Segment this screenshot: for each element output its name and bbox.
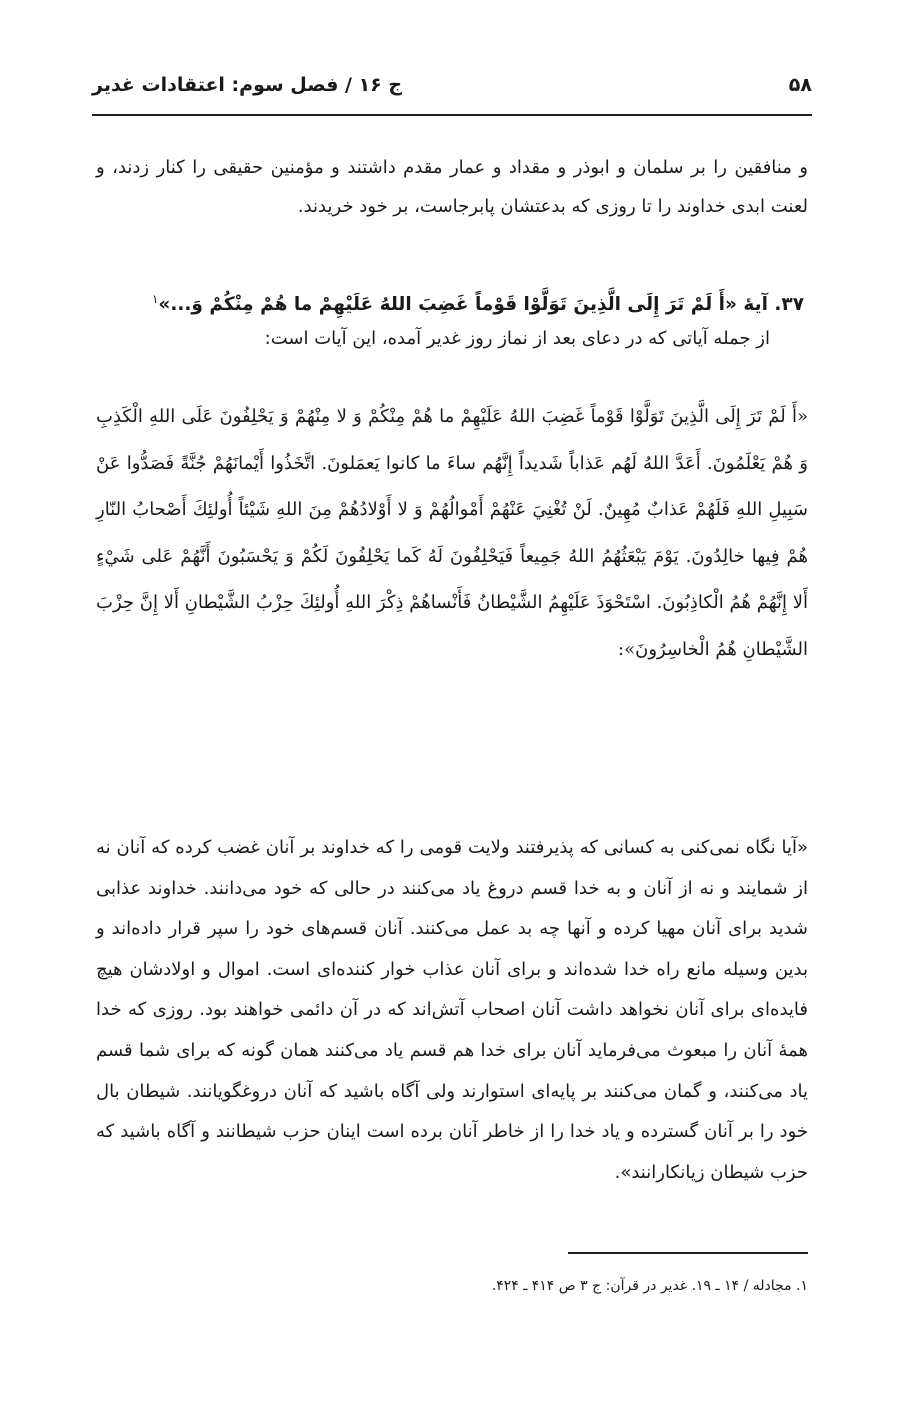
running-title: ج ۱۶ / فصل سوم: اعتقادات غدیر [92,74,403,96]
opening-paragraph: و منافقین را بر سلمان و ابوذر و مقداد و عمار مقدم داشتند و مؤمنین حقیقی را کنار زدند، و لعنت ابدی خداوند را تا روزی که بدعتشان پابرجاست، بر خود خریدند. [96,157,808,217]
translation-paragraph: «آیا نگاه نمی‌کنی به کسانی که پذیرفتند ولایت قومی را که خداوند بر آنان غضب کرده که آنان نه از شمایند و نه از آنان و به خدا قسم دروغ یاد می‌کنند در حالی که خود می‌دانند. خداوند عذابی شدید برای آنان مهیا کرده و آنها چه بد عمل می‌کنند. آنان قسم‌های خود را سپر قرار داده‌اند و بدین وسیله مانع راه خدا شده‌اند و برای آنان عذاب خوار کننده‌ای است. اموال و اولادشان هیچ فایده‌ای برای آنان نخواهد داشت آنان اصحاب آتش‌اند که در آن دائمی خواهند بود. روزی که خدا همهٔ آنان را مبعوث می‌فرماید آنان برای خدا هم قسم یاد می‌کنند همان گونه که برای شما قسم یاد می‌کنند، و گمان می‌کنند بر پایه‌ای استوارند ولی آگاه باشید که آنان دروغگویانند. شیطان بال خود را بر آنان گسترده و یاد خدا را از خاطر آنان برده است اینان حزب شیطانند و آگاه باشید که حزب شیطان زیانکارانند». [96,837,808,1183]
verse-label: آیهٔ [743,294,768,316]
arabic-passage: «أَ لَمْ تَرَ إِلَى الَّذِينَ تَوَلَّوْا قَوْماً غَضِبَ اللهُ عَلَيْهِمْ ما هُمْ مِنْكُمْ وَ لا مِنْهُمْ وَ يَحْلِفُونَ عَلَى اللهِ الْكَذِبِ وَ هُمْ يَعْلَمُونَ. أَعَدَّ اللهُ لَهُم عَذاباً شَديداً إِنَّهُم ساءَ ما كانوا يَعمَلونَ. اتَّخَذُوا أَيْمانَهُمْ جُنَّةً فَصَدُّوا عَنْ سَبِيلِ اللهِ فَلَهُمْ عَذابٌ مُهِينٌ. لَنْ تُغْنِيَ عَنْهُمْ أَمْوالُهُمْ وَ لا أَوْلادُهُمْ مِنَ اللهِ شَيْئاً أُولئِكَ أَصْحابُ النّارِ هُمْ فِيها خالِدُونَ. يَوْمَ يَبْعَثُهُمُ اللهُ جَمِيعاً فَيَحْلِفُونَ لَهُ كَما يَحْلِفُونَ لَكُمْ وَ يَحْسَبُونَ أَنَّهُمْ عَلى شَيْءٍ أَلا إِنَّهُمْ هُمُ الْكاذِبُونَ. اسْتَحْوَذَ عَلَيْهِمُ الشَّيْطانُ فَأَنْساهُمْ ذِكْرَ اللهِ أُولئِكَ حِزْبُ الشَّيْطانِ أَلا إِنَّ حِزْبَ الشَّيْطانِ هُمُ الْخاسِرُونَ»: [96,406,808,660]
footnote-marker: ۱ [151,292,159,306]
footnote: ۱. مجادله / ۱۴ ـ ۱۹. غدیر در قرآن: ج ۳ ص ۴۱۴ ـ ۴۲۴. [491,1278,808,1294]
page-number: ۵۸ [788,74,812,96]
verse-text: «أَ لَمْ تَرَ إِلَى الَّذِينَ تَوَلَّوْا قَوْماً غَضِبَ اللهُ عَلَيْهِمْ ما هُمْ مِنْكُمْ وَ...» [158,294,737,316]
verse-heading [96,282,804,322]
page-header [92,68,812,102]
verse-number: ۳۷. [774,294,804,316]
intro-line: از جمله آیاتی که در دعای بعد از نماز روز غدیر آمده، این آیات است: [264,328,770,349]
footnote-divider [568,1252,808,1254]
header-divider [92,114,812,116]
